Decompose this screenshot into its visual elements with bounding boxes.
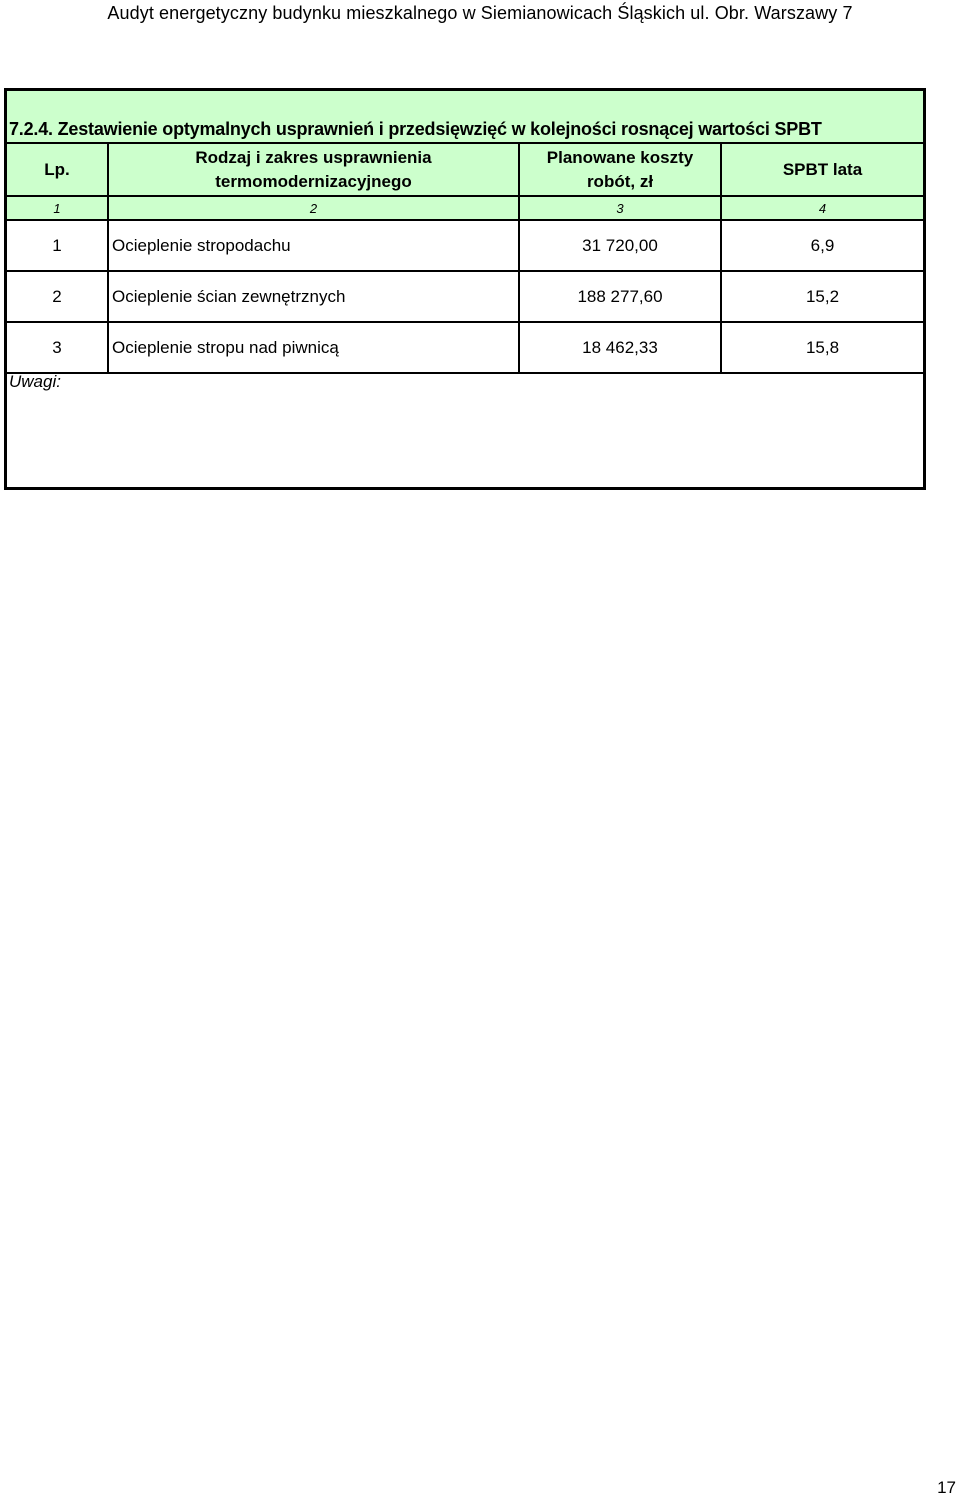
header-cost-line1: Planowane koszty	[546, 147, 694, 167]
column-number: 3	[519, 196, 721, 220]
row-cost: 188 277,60	[519, 271, 721, 322]
row-spbt: 15,2	[721, 271, 923, 322]
column-number: 2	[108, 196, 519, 220]
measures-grid	[7, 144, 923, 374]
column-number: 1	[7, 196, 108, 220]
row-lp: 1	[7, 220, 108, 271]
savings-table	[4, 88, 926, 490]
column-number: 4	[721, 196, 923, 220]
header-type-line1: Rodzaj i zakres usprawnienia	[195, 147, 432, 167]
row-spbt: 15,8	[721, 322, 923, 373]
header-type-line2: termomodernizacyjnego	[215, 171, 412, 191]
header-spbt: SPBT lata	[721, 144, 923, 196]
table-row	[7, 220, 923, 271]
column-number-row	[7, 196, 923, 220]
row-lp: 3	[7, 322, 108, 373]
table-row	[7, 271, 923, 322]
header-row	[7, 144, 923, 196]
table-title: 7.2.4. Zestawienie optymalnych usprawnień i przedsięwzięć w kolejności rosnącej wartości SPBT	[9, 119, 822, 139]
table-row	[7, 322, 923, 373]
remarks-label: Uwagi:	[9, 372, 61, 391]
row-lp: 2	[7, 271, 108, 322]
header-cost	[519, 144, 721, 196]
header-cost-line2: robót, zł	[586, 171, 654, 191]
table-title-bar	[7, 91, 923, 144]
header-type	[108, 144, 519, 196]
page-header: Audyt energetyczny budynku mieszkalnego w Siemianowicach Śląskich ul. Obr. Warszawy 7	[107, 3, 853, 23]
row-description: Ocieplenie stropodachu	[108, 220, 519, 271]
row-spbt: 6,9	[721, 220, 923, 271]
row-description: Ocieplenie stropu nad piwnicą	[108, 322, 519, 373]
row-cost: 31 720,00	[519, 220, 721, 271]
header-lp: Lp.	[7, 144, 108, 196]
row-cost: 18 462,33	[519, 322, 721, 373]
page-number: 17	[937, 1478, 956, 1497]
row-description: Ocieplenie ścian zewnętrznych	[108, 271, 519, 322]
